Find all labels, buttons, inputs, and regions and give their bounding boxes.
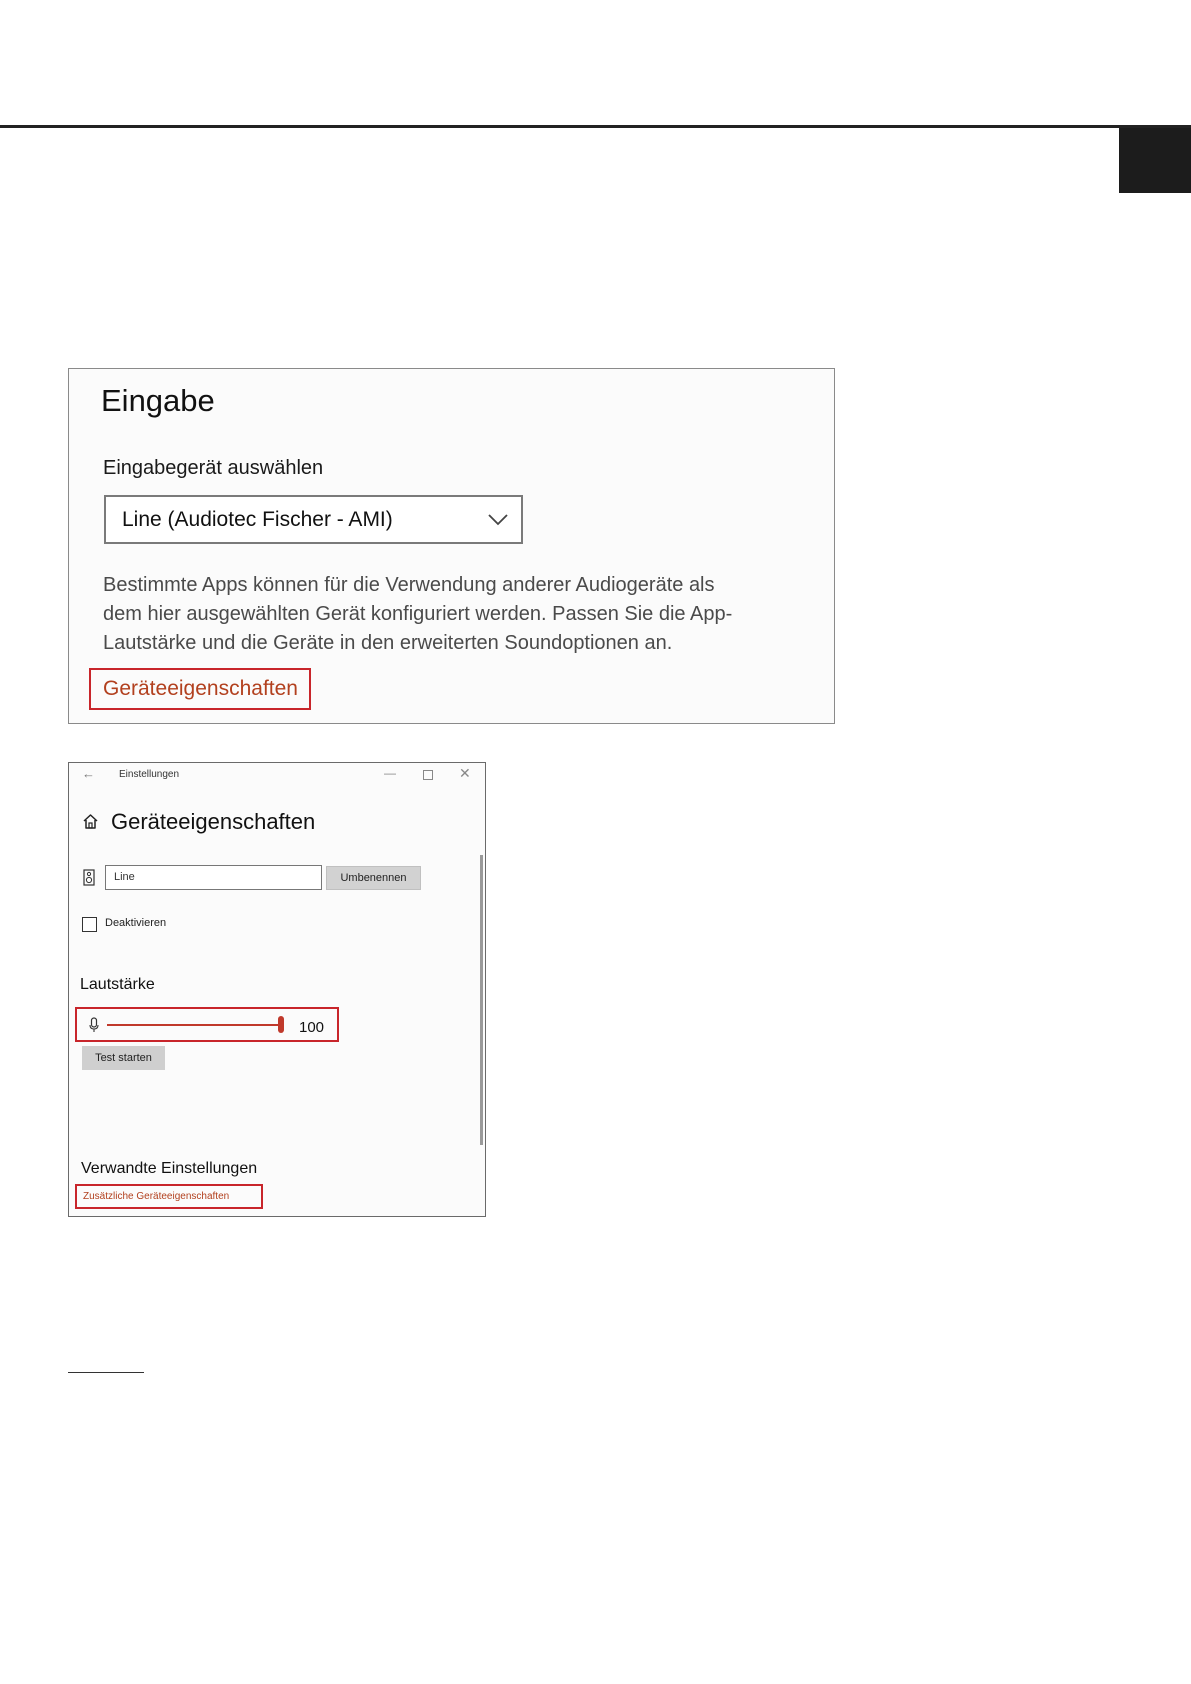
input-device-dropdown[interactable] — [104, 495, 523, 544]
close-icon[interactable]: ✕ — [459, 765, 471, 781]
volume-slider-track[interactable] — [107, 1024, 280, 1026]
window-title: Einstellungen — [119, 769, 180, 780]
top-rule — [0, 125, 1191, 128]
minimize-icon[interactable]: — — [384, 766, 396, 780]
page-title: Geräteeigenschaften — [111, 809, 316, 834]
microphone-icon — [89, 1017, 99, 1033]
back-arrow-icon[interactable]: ← — [82, 766, 95, 781]
volume-slider-thumb[interactable] — [278, 1016, 284, 1033]
chevron-down-icon — [487, 513, 509, 527]
description-line: Lautstärke und die Geräte in den erweiterten Soundoptionen an. — [103, 632, 673, 654]
volume-heading: Lautstärke — [80, 976, 155, 993]
corner-tab — [1119, 128, 1191, 193]
device-properties-window — [68, 762, 486, 1217]
input-settings-panel — [68, 368, 835, 724]
scrollbar[interactable] — [480, 855, 483, 1145]
description-line: dem hier ausgewählten Gerät konfiguriert werden. Passen Sie die App- — [103, 603, 733, 625]
speaker-device-icon — [83, 869, 95, 886]
related-settings-heading: Verwandte Einstellungen — [81, 1160, 258, 1177]
footnote-rule — [68, 1372, 144, 1373]
related-link-highlight — [75, 1184, 263, 1209]
device-properties-link[interactable]: Geräteeigenschaften — [103, 677, 298, 700]
input-device-label: Eingabegerät auswählen — [103, 457, 324, 479]
disable-label: Deaktivieren — [105, 917, 167, 929]
rename-button[interactable]: Umbenennen — [326, 866, 421, 890]
input-description — [103, 571, 783, 658]
volume-highlight — [75, 1007, 339, 1042]
device-name-input[interactable] — [105, 865, 322, 890]
input-device-value: Line (Audiotec Fischer - AMI) — [122, 507, 393, 531]
maximize-icon[interactable] — [423, 770, 433, 780]
device-properties-highlight — [89, 668, 311, 710]
home-icon[interactable] — [82, 813, 99, 830]
window-titlebar — [69, 763, 485, 787]
volume-value: 100 — [299, 1019, 325, 1036]
description-line: Bestimmte Apps können für die Verwendung anderer Audiogeräte als — [103, 574, 715, 596]
disable-checkbox[interactable] — [82, 917, 97, 932]
start-test-button[interactable]: Test starten — [82, 1046, 165, 1070]
additional-device-properties-link[interactable]: Zusätzliche Geräteeigenschaften — [83, 1191, 230, 1202]
input-title: Eingabe — [101, 383, 215, 418]
